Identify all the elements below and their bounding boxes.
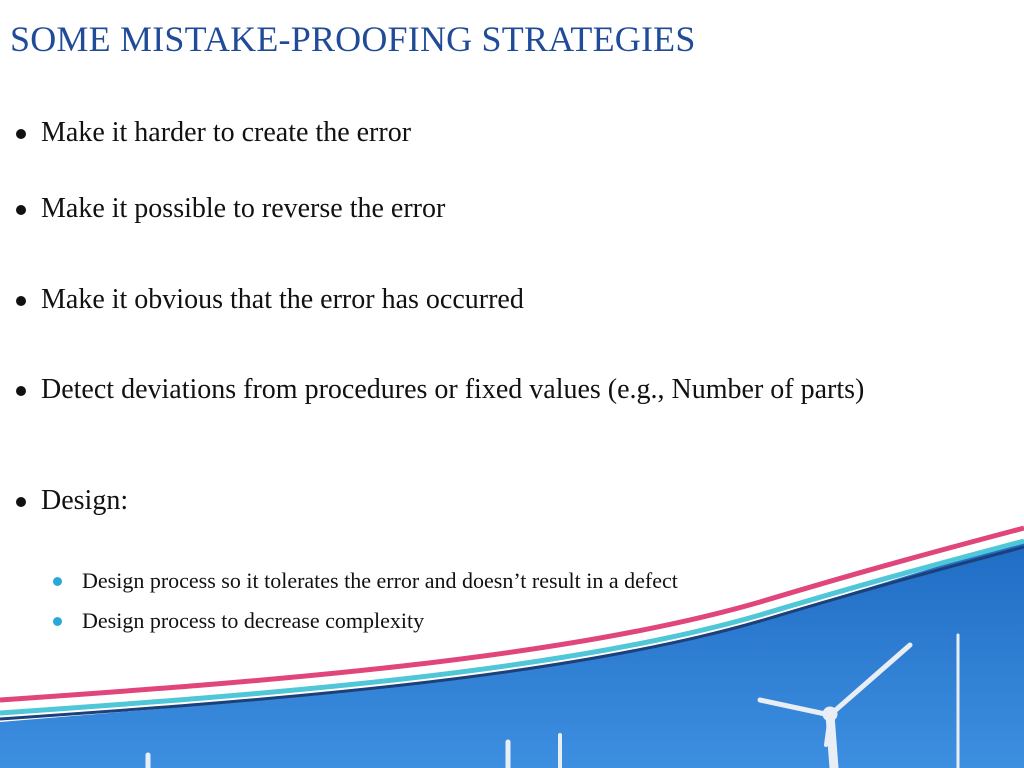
bullet-item bbox=[16, 190, 961, 228]
sub-bullet-item bbox=[53, 607, 424, 635]
sub-bullet-dot-icon bbox=[53, 577, 62, 586]
sub-bullet-text: Design process to decrease complexity bbox=[82, 608, 425, 633]
bullet-text: Make it obvious that the error has occurred bbox=[41, 284, 524, 315]
bullet-item bbox=[16, 114, 961, 152]
sub-bullet-dot-icon bbox=[53, 617, 62, 626]
bullet-dot-icon bbox=[16, 386, 26, 396]
bullet-text: Detect deviations from procedures or fixed values (e.g., Number of parts) bbox=[41, 374, 865, 405]
bullet-item bbox=[16, 482, 961, 520]
bullet-dot-icon bbox=[16, 205, 26, 215]
bullet-text: Make it harder to create the error bbox=[41, 117, 412, 148]
sub-bullet-text: Design process so it tolerates the error and doesn’t result in a defect bbox=[82, 568, 678, 593]
bullet-dot-icon bbox=[16, 296, 26, 306]
bullet-item bbox=[16, 281, 961, 319]
slide-title: SOME MISTAKE-PROOFING STRATEGIES bbox=[10, 19, 696, 59]
sub-bullet-item bbox=[53, 567, 678, 595]
bullet-item bbox=[16, 371, 961, 409]
bullet-dot-icon bbox=[16, 129, 26, 139]
bullet-text: Design: bbox=[41, 485, 129, 516]
bullet-dot-icon bbox=[16, 497, 26, 507]
bullet-text: Make it possible to reverse the error bbox=[41, 193, 446, 224]
